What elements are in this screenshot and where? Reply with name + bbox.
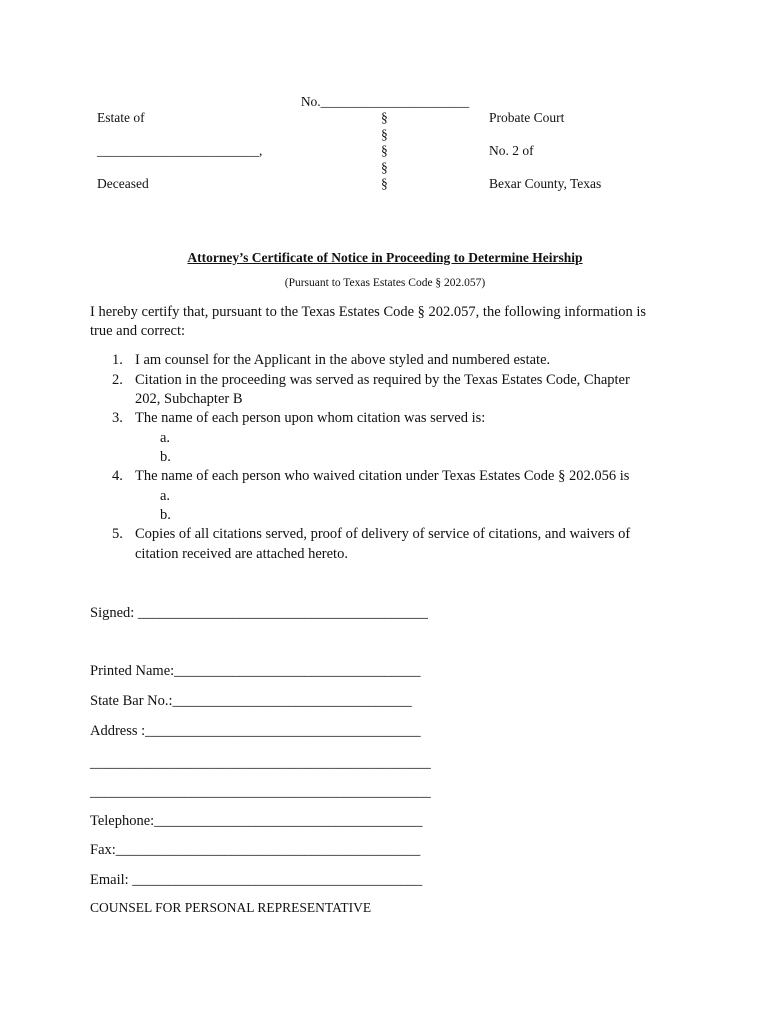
telephone-field[interactable]: Telephone:_____________________________________ (90, 813, 423, 829)
section-symbol: § (381, 127, 388, 142)
section-symbol: § (381, 110, 388, 125)
list-item-number: 3. (112, 410, 123, 426)
list-item-text: citation received are attached hereto. (135, 546, 348, 562)
printed-name-field[interactable]: Printed Name:__________________________________ (90, 663, 421, 679)
document-subtitle: (Pursuant to Texas Estates Code § 202.057) (284, 277, 486, 289)
sub-item-label[interactable]: b. (160, 449, 171, 465)
sub-item-label[interactable]: a. (160, 430, 171, 446)
decedent-name-field[interactable]: ________________________, (97, 143, 263, 158)
list-item-number: 5. (112, 526, 123, 542)
list-item-text: Citation in the proceeding was served as required by the Texas Estates Code, Chapter (135, 372, 630, 388)
signature-field[interactable]: Signed: ________________________________________ (90, 605, 428, 621)
sub-item-label[interactable]: b. (160, 507, 171, 523)
list-item-number: 2. (112, 372, 123, 388)
document-title: Attorney’s Certificate of Notice in Proceeding to Determine Heirship (187, 250, 583, 265)
address-line-2-field[interactable]: _______________________________________________ (90, 755, 431, 771)
list-item-text: I am counsel for the Applicant in the above styled and numbered estate. (135, 352, 551, 368)
court-label: Probate Court (489, 110, 565, 125)
list-item-text: The name of each person who waived citation under Texas Estates Code § 202.056 is (135, 468, 630, 484)
case-number-field[interactable]: No.______________________ (300, 94, 470, 109)
estate-of-label: Estate of (97, 110, 145, 125)
section-symbol: § (381, 160, 388, 175)
state-bar-field[interactable]: State Bar No.:_________________________________ (90, 693, 412, 709)
section-symbol: § (381, 176, 388, 191)
list-item-text: Copies of all citations served, proof of delivery of service of citations, and waivers of (135, 526, 631, 542)
fax-field[interactable]: Fax:__________________________________________ (90, 842, 421, 858)
list-item-number: 1. (112, 352, 123, 368)
list-item-text: The name of each person upon whom citation was served is: (135, 410, 486, 426)
county-label: Bexar County, Texas (489, 176, 602, 191)
list-item-number: 4. (112, 468, 123, 484)
email-field[interactable]: Email: ________________________________________ (90, 872, 423, 888)
court-number-label: No. 2 of (489, 143, 534, 158)
intro-line-2: true and correct: (90, 323, 186, 339)
section-symbol: § (381, 143, 388, 158)
address-field[interactable]: Address :______________________________________ (90, 723, 421, 739)
sub-item-label[interactable]: a. (160, 488, 171, 504)
intro-line-1: I hereby certify that, pursuant to the Texas Estates Code § 202.057, the following information is (90, 304, 647, 320)
address-line-3-field[interactable]: _______________________________________________ (90, 784, 431, 800)
list-item-text: 202, Subchapter B (135, 391, 243, 407)
deceased-label: Deceased (97, 176, 149, 191)
counsel-designation: COUNSEL FOR PERSONAL REPRESENTATIVE (90, 900, 372, 915)
